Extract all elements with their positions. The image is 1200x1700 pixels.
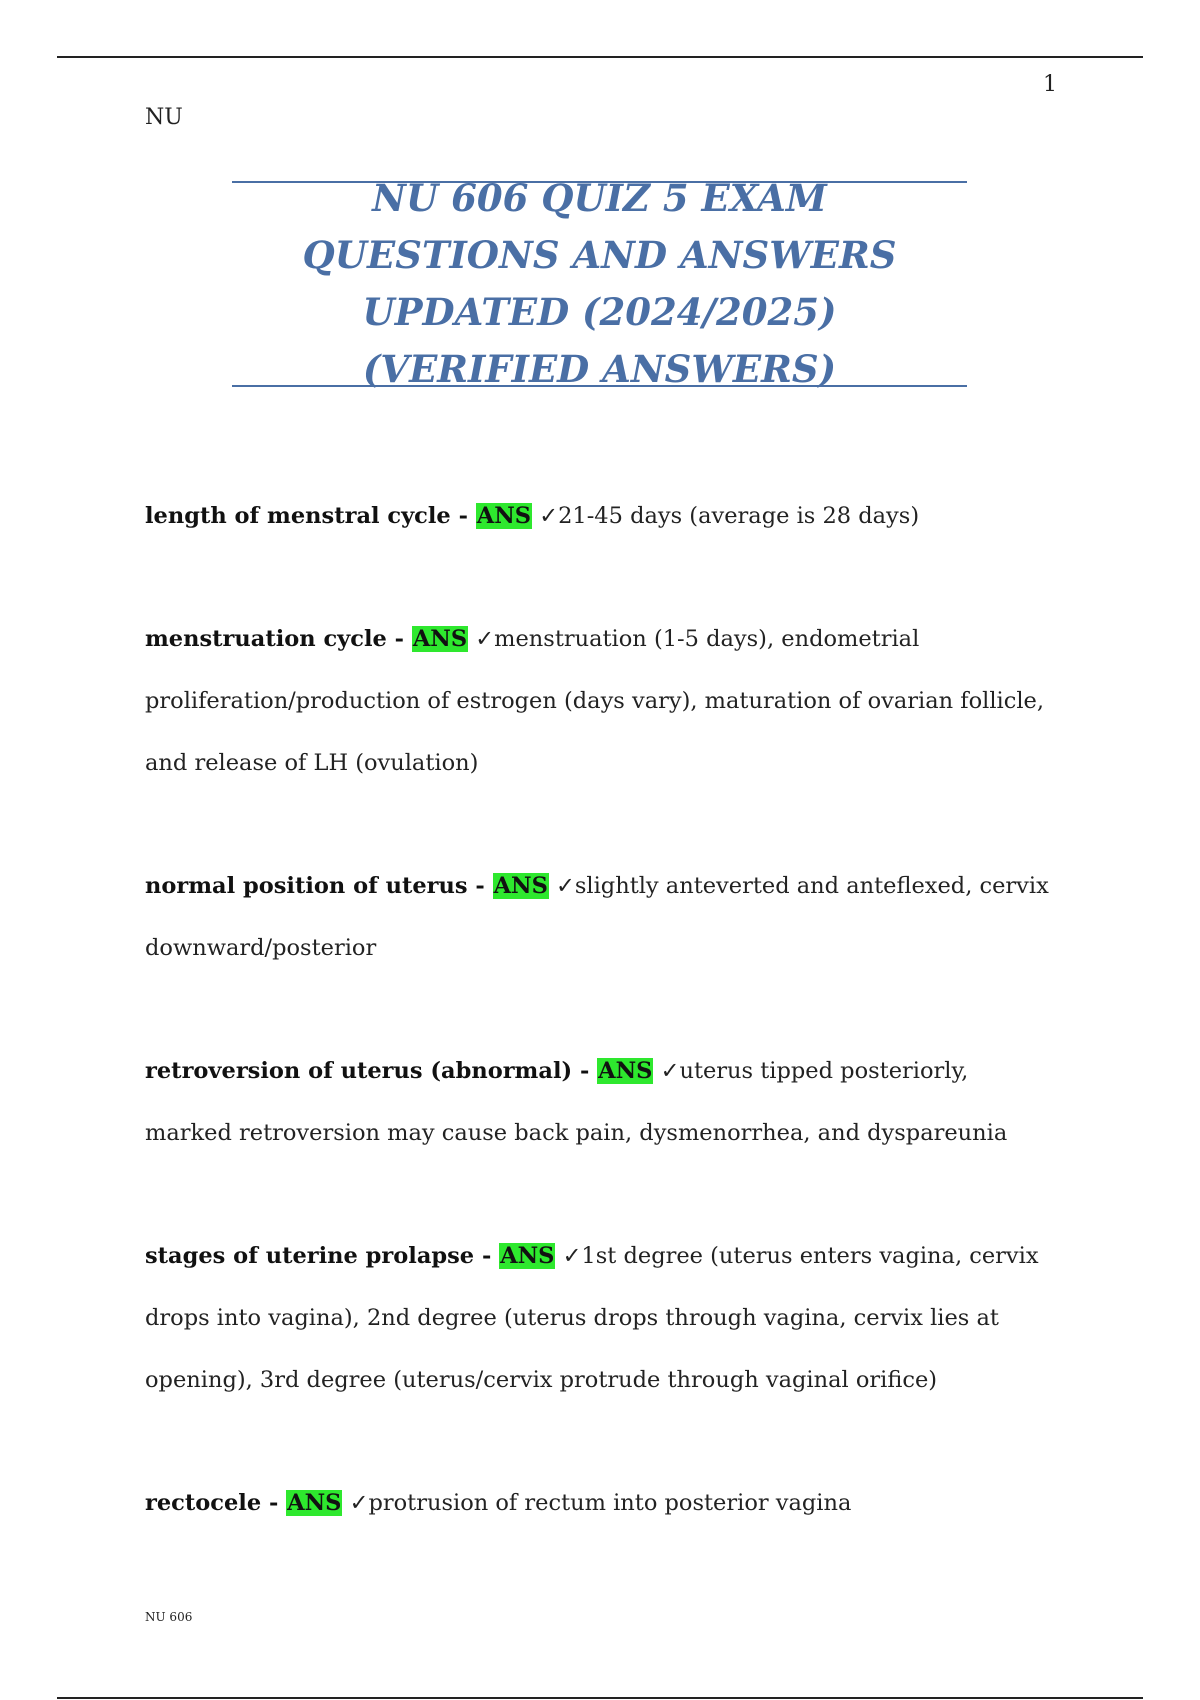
question-term: normal position of uterus - [145, 873, 493, 899]
checkmark-icon: ✓ [475, 626, 495, 652]
question-term: rectocele - [145, 1490, 287, 1516]
qa-list [145, 485, 1050, 1595]
question-term: length of menstral cycle - [145, 503, 476, 529]
qa-entry [145, 1225, 1050, 1411]
checkmark-icon: ✓ [556, 873, 575, 899]
document-title: NU 606 QUIZ 5 EXAM QUESTIONS AND ANSWERS UPDATED (2024/2025) (VERIFIED ANSWERS) [302, 176, 897, 391]
question-term: stages of uterine prolapse - [145, 1243, 500, 1269]
qa-entry [145, 485, 1050, 547]
checkmark-icon: ✓ [562, 1243, 582, 1269]
footer-text: NU 606 [145, 1610, 193, 1624]
title-block [232, 176, 967, 391]
question-term: menstruation cycle - [145, 626, 412, 652]
qa-entry [145, 1472, 1050, 1534]
answer-text: 21-45 days (average is 28 days) [558, 503, 920, 529]
ans-highlight: ANS [493, 873, 548, 899]
bottom-rule [57, 1697, 1143, 1699]
ans-highlight: ANS [476, 503, 532, 529]
ans-highlight: ANS [598, 1058, 653, 1084]
answer-text: menstruation (1-5 days), endometrial proliferation/production of estrogen (days vary), maturation of ovarian follicle, and release of LH (ovulation) [145, 626, 1044, 776]
qa-entry [145, 608, 1050, 794]
answer-text: 1st degree (uterus enters vagina, cervix drops into vagina), 2nd degree (uterus drops through vagina, cervix lies at opening), 3rd degree (uterus/cervix protrude through vaginal orifice) [145, 1243, 1039, 1393]
qa-entry [145, 1040, 1050, 1164]
top-rule [57, 56, 1143, 58]
page-number: 1 [1043, 72, 1057, 97]
ans-highlight: ANS [287, 1490, 342, 1516]
qa-entry [145, 855, 1050, 979]
checkmark-icon: ✓ [539, 503, 559, 529]
ans-highlight: ANS [500, 1243, 555, 1269]
checkmark-icon: ✓ [660, 1058, 680, 1084]
header-text: NU [145, 105, 183, 130]
answer-text: slightly anteverted and anteflexed, cervix downward/posterior [145, 873, 1049, 961]
question-term: retroversion of uterus (abnormal) - [145, 1058, 598, 1084]
ans-highlight: ANS [412, 626, 468, 652]
answer-text: protrusion of rectum into posterior vagina [368, 1490, 852, 1516]
answer-text: uterus tipped posteriorly, marked retroversion may cause back pain, dysmenorrhea, and dyspareunia [145, 1058, 1008, 1146]
checkmark-icon: ✓ [349, 1490, 369, 1516]
